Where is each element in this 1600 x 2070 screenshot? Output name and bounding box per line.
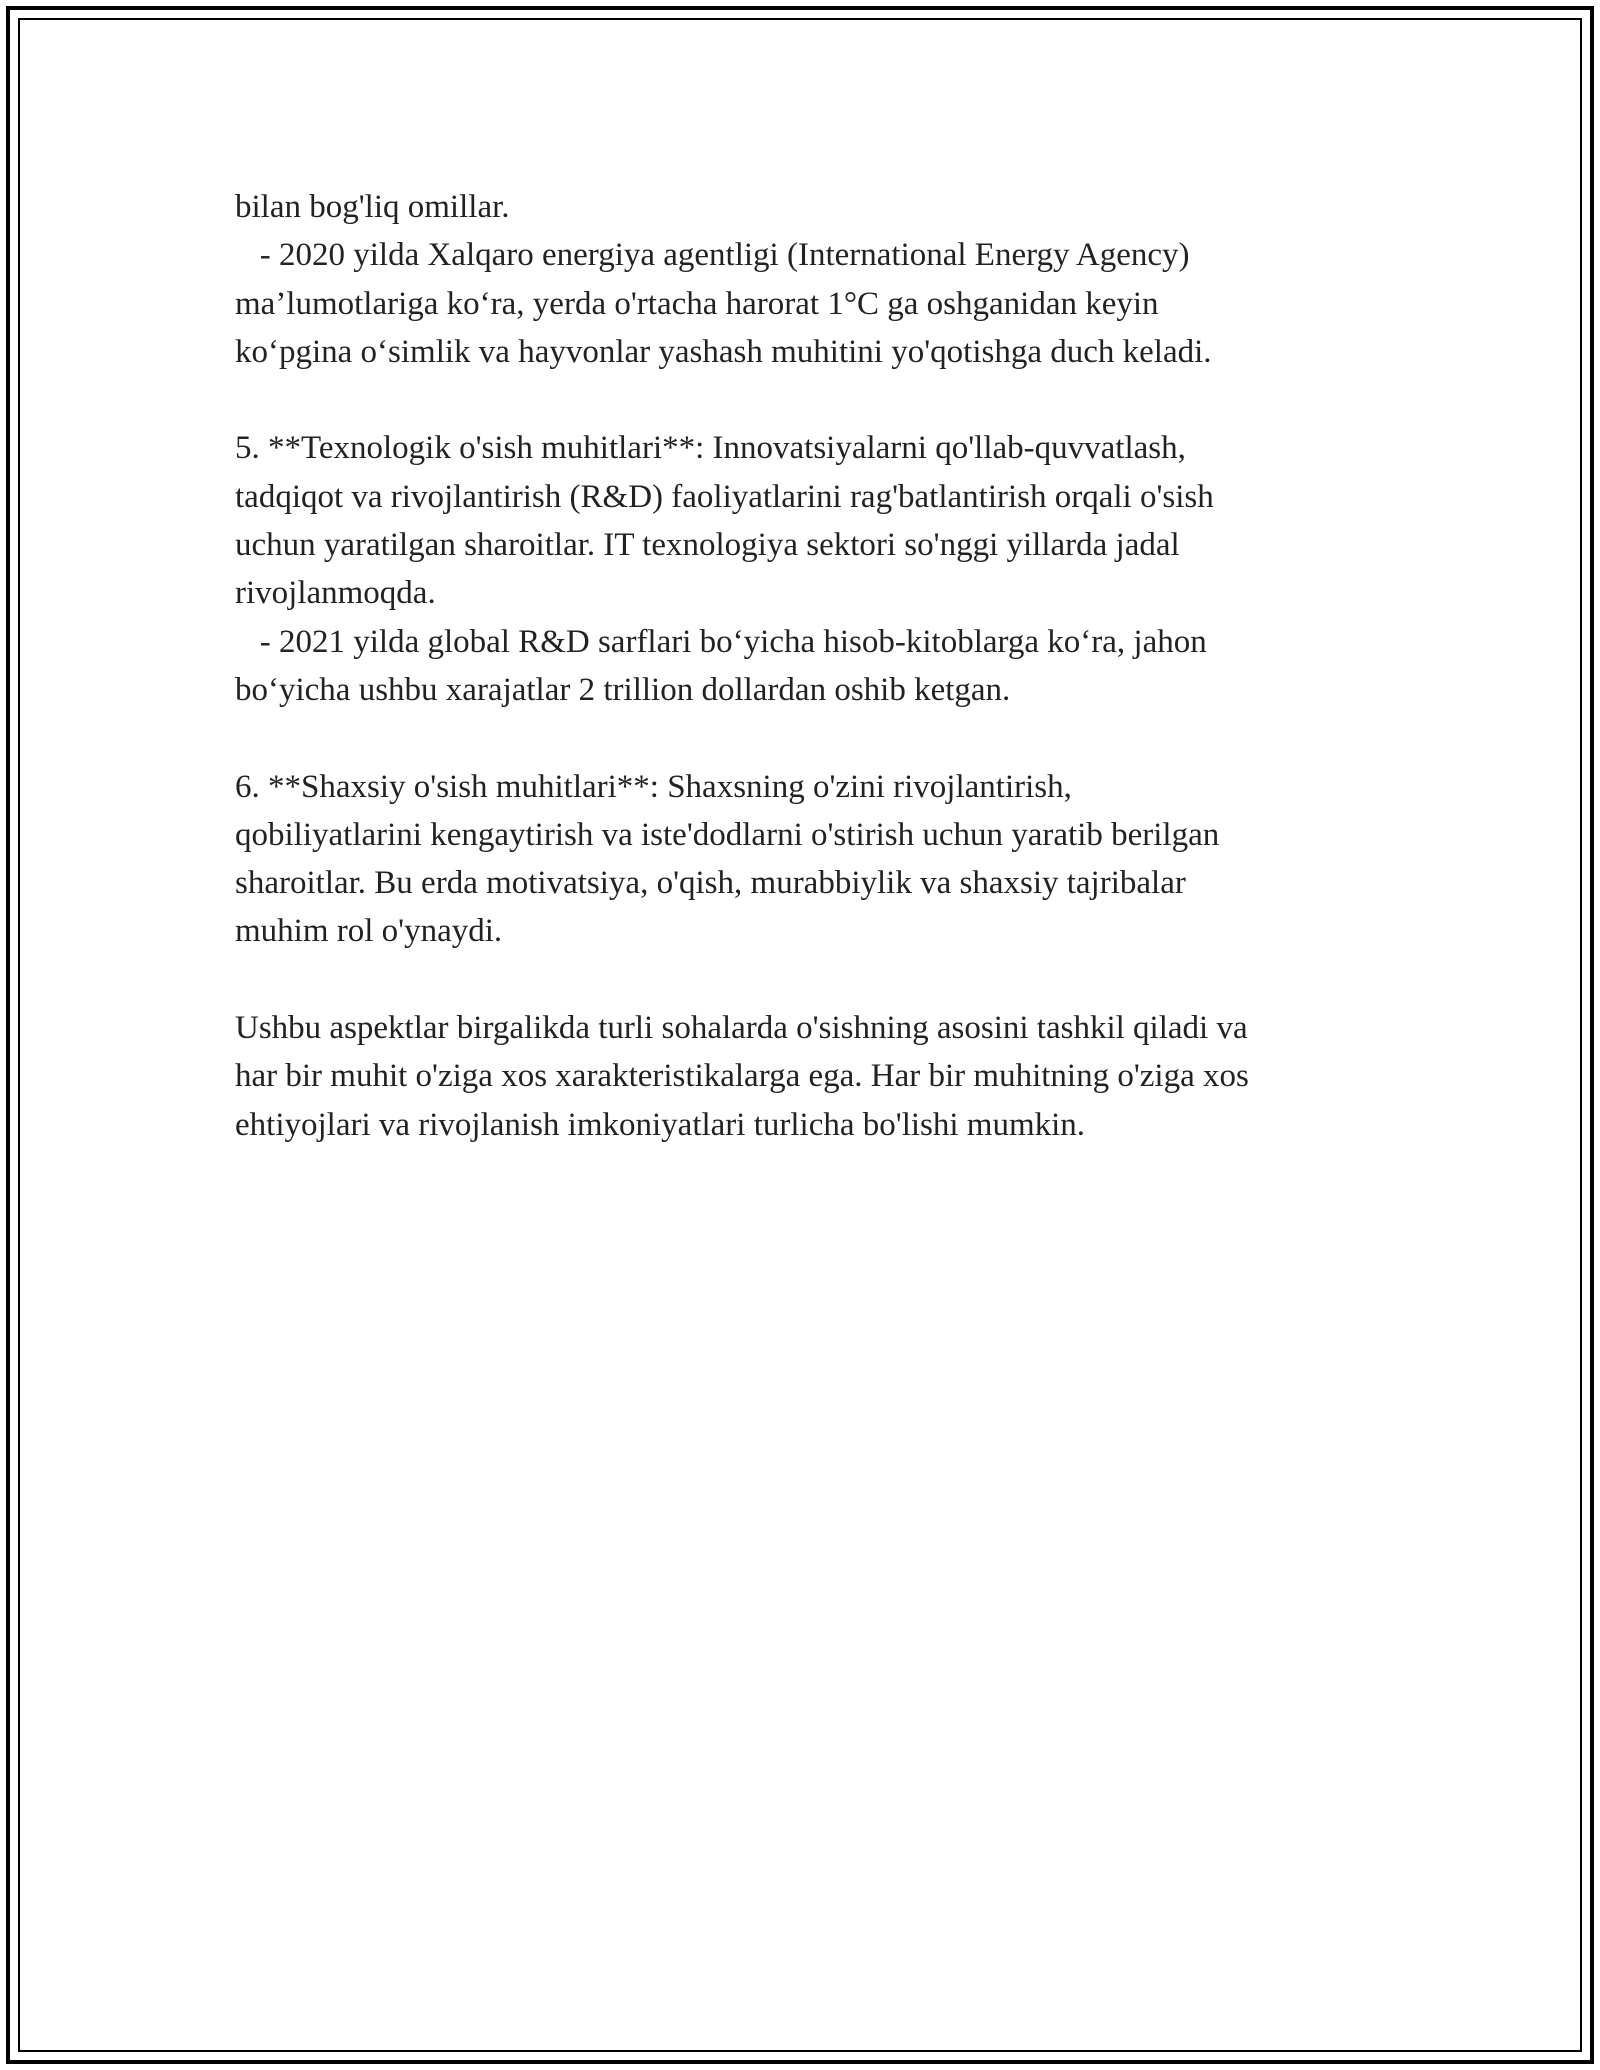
text-line: bilan bog'liq omillar. [235,189,510,225]
text-line: 5. **Texnologik o'sish muhitlari**: Innovatsiyalarni qo'llab-quvvatlash, [235,430,1186,467]
text-line: uchun yaratilgan sharoitlar. IT texnologiya sektori so'nggi yillarda jadal [235,527,1180,564]
paragraph-gap [235,714,1385,762]
text-line: har bir muhit o'ziga xos xarakteristikalarga ega. Har bir muhitning o'ziga xos [235,1058,1249,1095]
text-line: - 2021 yilda global R&D sarflari bo‘yicha hisob-kitoblarga ko‘ra, jahon [235,623,1207,660]
text-line: Ushbu aspektlar birgalikda turli sohalarda o'sishning asosini tashkil qiladi va [235,1010,1248,1047]
text-line: qobiliyatlarini kengaytirish va iste'dodlarni o'stirish uchun yaratib berilgan [235,816,1220,853]
paragraph-technological-growth [235,424,1385,714]
text-line: ko‘pgina o‘simlik va hayvonlar yashash muhitini yo'qotishga duch keladi. [235,333,1212,370]
text-line: muhim rol o'ynaydi. [235,913,503,950]
text-line: tadqiqot va rivojlantirish (R&D) faoliyatlarini rag'batlantirish orqali o'sish [235,478,1214,515]
paragraph-personal-growth [235,763,1385,956]
text-line: 6. **Shaxsiy o'sish muhitlari**: Shaxsning o'zini rivojlantirish, [235,768,1072,805]
text-line: rivojlanmoqda. [235,575,436,612]
paragraph-gap [235,376,1385,424]
text-line: ma’lumotlariga ko‘ra, yerda o'rtacha harorat 1°C ga oshganidan keyin [235,285,1159,322]
paragraph-gap [235,956,1385,1004]
paragraph-conclusion [235,1004,1385,1149]
text-line: sharoitlar. Bu erda motivatsiya, o'qish, murabbiylik va shaxsiy tajribalar [235,865,1186,902]
paragraph-environmental-continuation [235,183,1385,376]
document-body [235,183,1385,1149]
text-line: ehtiyojlari va rivojlanish imkoniyatlari turlicha bo'lishi mumkin. [235,1106,1086,1143]
text-line: - 2020 yilda Xalqaro energiya agentligi (International Energy Agency) [235,237,1190,274]
text-line: bo‘yicha ushbu xarajatlar 2 trillion dollardan oshib ketgan. [235,671,1011,708]
